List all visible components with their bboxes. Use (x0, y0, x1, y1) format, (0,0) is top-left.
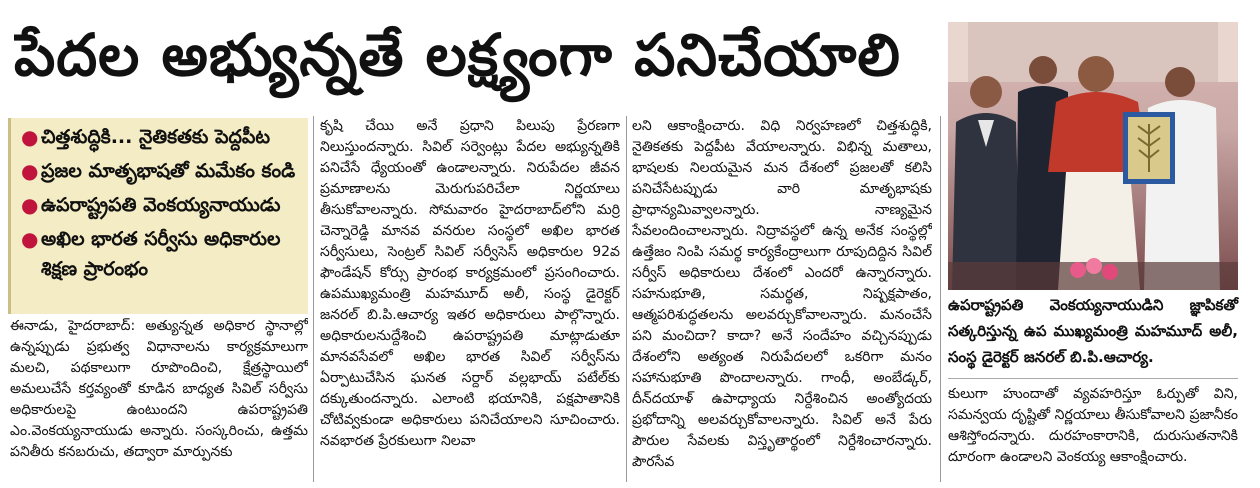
highlight-item (21, 122, 302, 152)
bullet-icon: ● (21, 159, 39, 183)
highlight-text: అఖిల భారత సర్వీసు అధికారుల శిక్షణ ప్రారంభం (41, 228, 281, 280)
highlights-box (8, 118, 308, 314)
highlight-text: చిత్తశుద్ధికి... నైతికతకు పెద్దపీట (41, 126, 271, 148)
bullet-icon: ● (21, 227, 39, 251)
bullet-icon: ● (21, 125, 39, 149)
column-divider (313, 116, 314, 482)
caption-divider (948, 378, 1238, 379)
article-column-4: కులుగా హుందాతో వ్యవహరిస్తూ ఓర్పుతో విని, సమన్వయ దృష్టితో నిర్ణయాలు తీసుకోవాలని ప్రజానీకం ఆశిస్తోందన్నారు. దురహంకారానికి, దురుసుతనానికి దూరంగా ఉండాలని వెంకయ్య ఆకాంక్షించారు. (948, 386, 1238, 465)
event-photo-illustration (948, 22, 1238, 290)
highlight-text: ఉపరాష్ట్రపతి వెంకయ్యనాయుడు (41, 194, 281, 216)
article-column-3: లని ఆకాంక్షించారు. విధి నిర్వహణలో చిత్తశుద్ధికి, నైతికతకు పెద్దపీట వేయాలన్నారు. విభిన్న మతాలు, భాషలకు నిలయమైన మన దేశంలో ప్రజలతో కలిసి పనిచేసేటప్పుడు వారి మాతృభాషకు ప్రాధాన్యమివ్వాలన్నారు. నాణ్యమైన సేవలందించాలన్నారు. నిద్రావస్థలో ఉన్న అనేక సంస్థల్లో ఉత్తేజం నింపి సమర్థ కార్యకేంద్రాలుగా రూపుదిద్దిన సివిల్ సర్వీస్ అధికారులు దేశంలో ఎందరో ఉన్నారన్నారు. సహనుభూతి, సమర్థత, నిష్పక్షపాతం, ఆత్మపరిశుద్ధతలను అలవర్చుకోవాలన్నారు. మనంచేసే పని మంచిదా? కాదా? అనే సందేహం వచ్చినప్పుడు దేశంలోని అత్యంత నిరుపేదలలో ఒకరిగా మనం సహానుభూతి పొందాలన్నారు. గాంధీ, అంబేడ్కర్, దీన్‌దయాళ్ ఉపాధ్యాయ నిర్దేశించిన అంత్యోదయ ప్రభోదాన్ని అలవర్చుకోవాలన్నారు. సివిల్ అనే పేరు పౌరుల సేవలకు విస్తృతార్థంలో నిర్దేశించారన్నారు. పౌరసేవ (632, 118, 932, 470)
highlight-item (21, 190, 302, 220)
article-column-2: కృషి చేయి అనే ప్రధాని పిలుపు ప్రేరణగా నిలుస్తుందన్నారు. సివిల్ సర్వెంట్లు పేదల అభ్యున్నతికి పనిచేసే ధ్యేయంతో ఉండాలన్నారు. నిరుపేదల జీవన ప్రమాణాలను మెరుగుపరిచేలా నిర్ణయాలు తీసుకోవాలన్నారు. సోమవారం హైదరాబాద్‌లోని మర్రి చెన్నారెడ్డి మానవ వనరుల సంస్థలో అఖిల భారత సర్వీసులు, సెంట్రల్ సివిల్ సర్వీసెస్ అధికారుల 92వ ఫౌండేషన్ కోర్సు ప్రారంభ కార్యక్రమంలో ప్రసంగించారు. ఉపముఖ్యమంత్రి మహమూద్ అలీ, సంస్థ డైరెక్టర్ జనరల్ బి.పి.ఆచార్య ఇతర అధికారులు పాల్గొన్నారు. అధికారులనుద్దేశించి ఉపరాష్ట్రపతి మాట్లాడుతూ మానవసేవలో అఖిల భారత సివిల్ సర్వీస్‌ను ఏర్పాటుచేసిన ఘనత సర్దార్ వల్లభాయ్ పటేల్‌కు దక్కుతుందన్నారు. ఎలాంటి భయానికి, పక్షపాతానికి చోటివ్వకుండా అధికారులు పనిచేయాలని సూచించారు. నవభారత ప్రేరకులుగా నిలవా (320, 118, 620, 449)
bullet-icon: ● (21, 193, 39, 217)
column-divider (940, 116, 941, 482)
column-divider (626, 116, 627, 482)
highlight-item (21, 156, 302, 186)
article-column-1: ఈనాడు, హైదరాబాద్: అత్యున్నత అధికార స్థానాల్లో ఉన్నప్పుడు ప్రభుత్వ విధానాలను కార్యక్రమాలుగా మలచి, పథకాలుగా రూపొందించి, క్షేత్రస్థాయిలో అమలుచేసే కర్తవ్యంతో కూడిన బాధ్యత సివిల్ సర్వీసు అధికారులపై ఉంటుందని ఉపరాష్ట్రపతి ఎం.వెంకయ్యనాయుడు అన్నారు. సంస్కరించు, ఉత్తమ పనితీరు కనబరుచు, తద్వారా మార్పునకు (10, 318, 308, 460)
headline: పేదల అభ్యున్నతే లక్ష్యంగా పనిచేయాలి (14, 21, 901, 89)
photo-caption: ఉపరాష్ట్రపతి వెంకయ్యనాయుడిని జ్ఞాపికతో సత్కరిస్తున్న ఉప ముఖ్యమంత్రి మహమూద్ అలీ, సంస్థ డైరెక్టర్ జనరల్ బి.పి.ఆచార్య. (948, 296, 1238, 366)
highlight-item (21, 224, 302, 284)
highlight-text: ప్రజల మాతృభాషతో మమేకం కండి (41, 160, 296, 182)
event-photo (948, 22, 1238, 290)
